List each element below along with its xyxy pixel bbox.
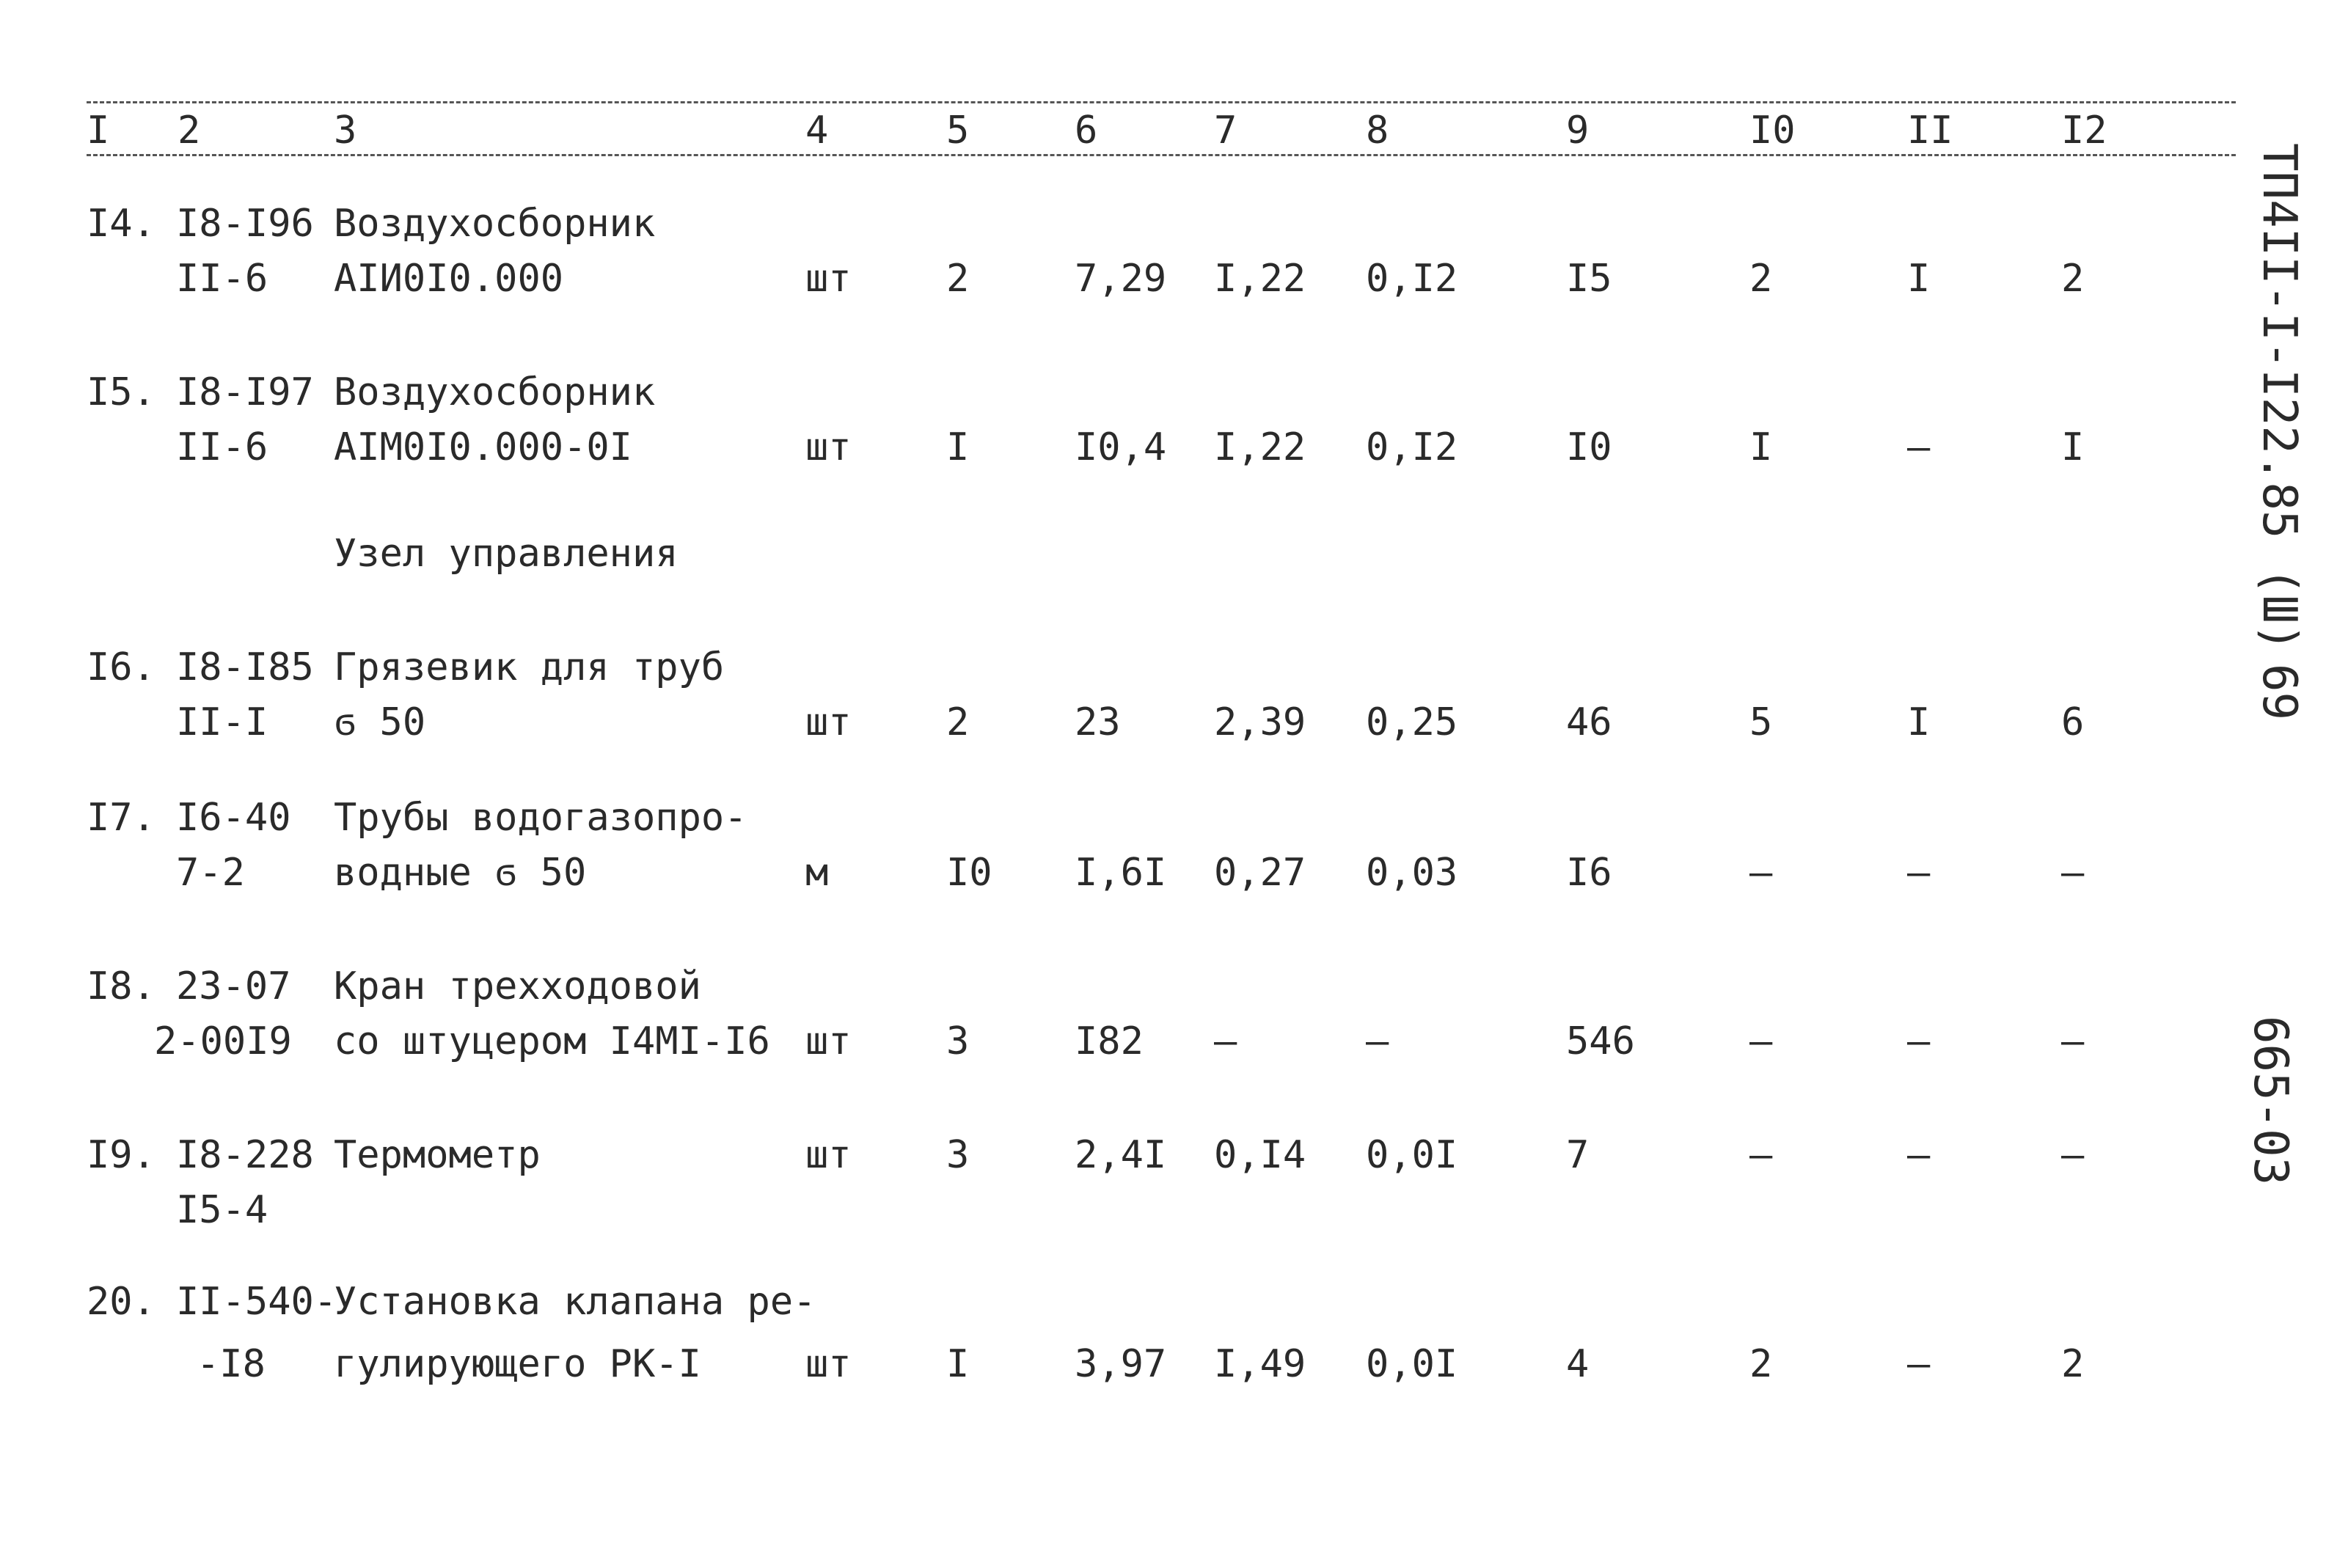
row-c9: I5 — [1566, 257, 1612, 301]
row-c11: – — [1907, 425, 1931, 469]
row-number: I8. — [87, 964, 156, 1008]
row-name-line1: Грязевик для труб — [334, 645, 725, 689]
row-name-line1: Воздухосборник — [334, 370, 656, 414]
row-c10: 2 — [1749, 257, 1773, 301]
column-header-1: I — [87, 109, 110, 153]
column-header-4: 4 — [805, 109, 829, 153]
row-code-line1: I8-I96 — [176, 202, 314, 246]
row-qty: 2 — [946, 257, 970, 301]
row-qty: I — [946, 425, 970, 469]
row-c9: I0 — [1566, 425, 1612, 469]
row-c11: I — [1907, 257, 1931, 301]
row-code-line2: II-6 — [176, 257, 268, 301]
row-code-line1: II-540- — [176, 1280, 337, 1324]
row-qty: 3 — [946, 1133, 970, 1177]
row-code-line1: I8-228 — [176, 1133, 314, 1177]
row-c9: 7 — [1566, 1133, 1590, 1177]
row-code-line2: II-I — [176, 700, 268, 744]
row-c10: 2 — [1749, 1342, 1773, 1386]
row-code-line1: I8-I85 — [176, 645, 314, 689]
row-qty: 3 — [946, 1019, 970, 1063]
row-c10: – — [1749, 1019, 1773, 1063]
row-c8: 0,03 — [1366, 851, 1458, 895]
row-c7: 0,27 — [1214, 851, 1306, 895]
row-c12: 2 — [2061, 1342, 2085, 1386]
row-c6: 3,97 — [1075, 1342, 1167, 1386]
row-c10: I — [1749, 425, 1773, 469]
row-c9: 46 — [1566, 700, 1612, 744]
doc-code: ТП4II-I-I22.85 (Ш) — [2252, 143, 2306, 652]
row-c12: – — [2061, 851, 2085, 895]
row-unit: шт — [805, 425, 852, 469]
row-unit: шт — [805, 700, 852, 744]
row-number: I7. — [87, 796, 156, 840]
row-c9: 546 — [1566, 1019, 1635, 1063]
row-name-line2: ϭ 50 — [334, 700, 426, 744]
row-name-line2: АIМ0I0.000-0I — [334, 425, 632, 469]
row-qty: 2 — [946, 700, 970, 744]
row-c12: – — [2061, 1019, 2085, 1063]
row-c7: I,49 — [1214, 1342, 1306, 1386]
column-header-7: 7 — [1214, 109, 1237, 153]
row-c11: – — [1907, 1019, 1931, 1063]
row-number: I6. — [87, 645, 156, 689]
column-header-10: I0 — [1749, 109, 1796, 153]
row-unit: м — [805, 851, 829, 895]
column-header-5: 5 — [946, 109, 970, 153]
row-c12: 2 — [2061, 257, 2085, 301]
section-title: Узел управления — [334, 532, 679, 576]
row-name-line2: гулирующего РК-I — [334, 1342, 701, 1386]
row-qty: I — [946, 1342, 970, 1386]
row-code-line1: 23-07 — [176, 964, 291, 1008]
row-code-line2: I5-4 — [176, 1188, 268, 1232]
row-c10: 5 — [1749, 700, 1773, 744]
row-c8: 0,0I — [1366, 1133, 1458, 1177]
row-c8: 0,I2 — [1366, 257, 1458, 301]
row-name-line1: Воздухосборник — [334, 202, 656, 246]
row-c6: 23 — [1075, 700, 1121, 744]
row-c11: – — [1907, 851, 1931, 895]
row-name-line2: водные ϭ 50 — [334, 851, 587, 895]
row-code-line2: II-6 — [176, 425, 268, 469]
column-header-6: 6 — [1075, 109, 1098, 153]
row-c6: I82 — [1075, 1019, 1144, 1063]
row-c7: I,22 — [1214, 425, 1306, 469]
row-c11: – — [1907, 1133, 1931, 1177]
row-c8: 0,I2 — [1366, 425, 1458, 469]
row-c12: I — [2061, 425, 2085, 469]
row-c8: 0,25 — [1366, 700, 1458, 744]
row-number: I9. — [87, 1133, 156, 1177]
row-name-line2: АIИ0I0.000 — [334, 257, 564, 301]
row-code-line1: I6-40 — [176, 796, 291, 840]
row-c10: – — [1749, 1133, 1773, 1177]
column-header-2: 2 — [178, 109, 201, 153]
row-c8: – — [1366, 1019, 1389, 1063]
row-code-line2: 7-2 — [176, 851, 245, 895]
row-name-line1: Трубы водогазопро- — [334, 796, 747, 840]
row-number: I5. — [87, 370, 156, 414]
row-name-line1: Установка клапана ре- — [334, 1280, 816, 1324]
row-code-line2: 2-00I9 — [154, 1019, 292, 1063]
row-code-line1: I8-I97 — [176, 370, 314, 414]
page-number: 69 — [2252, 664, 2306, 721]
row-name-line1: Термометр — [334, 1133, 541, 1177]
row-c7: I,22 — [1214, 257, 1306, 301]
row-c7: – — [1214, 1019, 1237, 1063]
album-code: 665-03 — [2243, 1016, 2297, 1186]
column-header-11: II — [1907, 109, 1953, 153]
column-header-12: I2 — [2061, 109, 2107, 153]
row-unit: шт — [805, 1019, 852, 1063]
column-header-9: 9 — [1566, 109, 1590, 153]
row-c9: I6 — [1566, 851, 1612, 895]
row-name-line2: со штуцером I4МI-I6 — [334, 1019, 770, 1063]
row-c12: 6 — [2061, 700, 2085, 744]
row-c11: – — [1907, 1342, 1931, 1386]
row-name-line1: Кран трехходовой — [334, 964, 701, 1008]
column-header-3: 3 — [334, 109, 357, 153]
header-top-rule — [87, 101, 2236, 103]
row-c10: – — [1749, 851, 1773, 895]
row-unit: шт — [805, 1133, 852, 1177]
row-c7: 0,I4 — [1214, 1133, 1306, 1177]
row-c6: 2,4I — [1075, 1133, 1167, 1177]
row-c11: I — [1907, 700, 1931, 744]
row-c7: 2,39 — [1214, 700, 1306, 744]
row-c6: 7,29 — [1075, 257, 1167, 301]
row-unit: шт — [805, 1342, 852, 1386]
row-c8: 0,0I — [1366, 1342, 1458, 1386]
row-number: I4. — [87, 202, 156, 246]
row-qty: I0 — [946, 851, 992, 895]
row-unit: шт — [805, 257, 852, 301]
header-bottom-rule — [87, 154, 2236, 156]
row-code-line2: -I8 — [197, 1342, 266, 1386]
row-c6: I,6I — [1075, 851, 1167, 895]
column-header-8: 8 — [1366, 109, 1389, 153]
row-number: 20. — [87, 1280, 156, 1324]
row-c12: – — [2061, 1133, 2085, 1177]
row-c9: 4 — [1566, 1342, 1590, 1386]
row-c6: I0,4 — [1075, 425, 1167, 469]
